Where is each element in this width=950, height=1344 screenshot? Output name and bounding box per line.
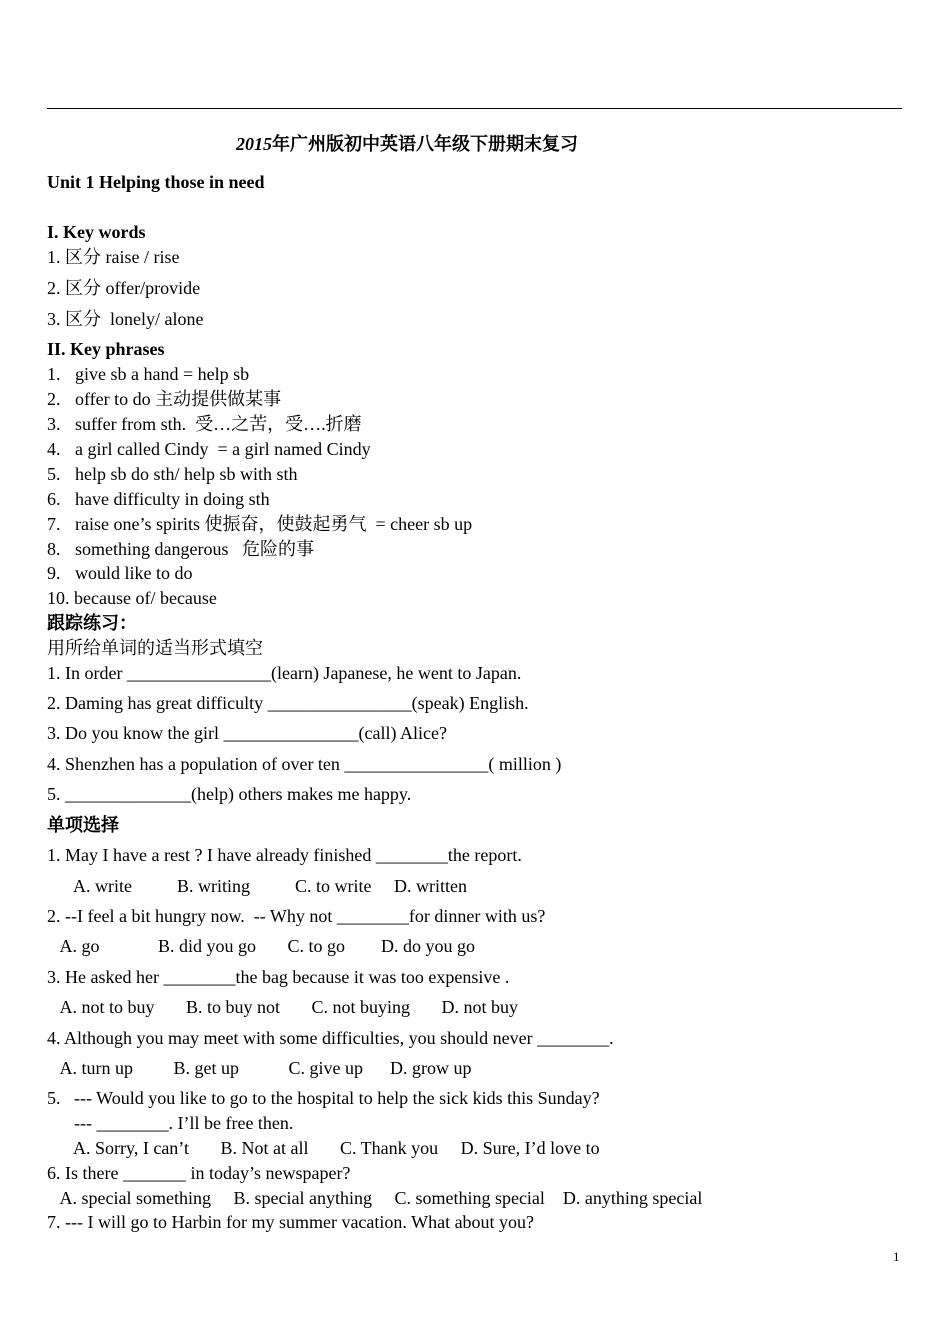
choice-options: A. special something B. special anything C. something special D. anything special [47,1188,703,1208]
phrase-item [47,438,371,460]
choice-question: 5. --- Would you like to go to the hospital to help the sick kids this Sunday? [47,1088,600,1108]
page-number: 1 [893,1249,900,1264]
phrase-item [47,488,270,510]
choice-options: A. Sorry, I can’t B. Not at all C. Thank you D. Sure, I’d love to [47,1138,600,1158]
phrase-number: 3. [47,414,61,434]
key-word-item: 3. 区分 lonely/ alone [47,309,204,329]
fill-blank-question: 1. In order ________________(learn) Japanese, he went to Japan. [47,663,522,683]
unit-title: Unit 1 Helping those in need [47,172,265,192]
choice-options: A. not to buy B. to buy not C. not buying D. not buy [47,997,519,1017]
phrase-number: 5. [47,464,61,484]
header-rule [47,108,902,109]
phrase-text: have difficulty in doing sth [75,489,270,509]
phrase-item [47,513,472,535]
key-word-item: 2. 区分 offer/provide [47,278,201,298]
key-words-heading: I. Key words [47,222,146,242]
phrase-text: a girl called Cindy = a girl named Cindy [75,439,371,459]
title-text: 年广州版初中英语八年级下册期末复习 [272,134,578,154]
phrase-item [47,538,314,560]
phrase-text: offer to do 主动提供做某事 [75,389,282,409]
phrase-number: 2. [47,389,61,409]
choice-heading: 单项选择 [47,815,119,835]
choice-options: A. go B. did you go C. to go D. do you go [47,936,476,956]
phrase-number: 4. [47,439,61,459]
phrase-item [47,363,249,385]
phrase-item: 10. because of/ because [47,588,217,608]
fill-blank-question: 3. Do you know the girl _______________(call) Alice? [47,723,447,743]
phrase-number: 8. [47,539,61,559]
key-word-item: 1. 区分 raise / rise [47,247,180,267]
phrase-number: 9. [47,563,61,583]
practice-heading: 跟踪练习： [47,613,137,633]
choice-question: --- ________. I’ll be free then. [47,1113,294,1133]
choice-question: 3. He asked her ________the bag because it was too expensive . [47,967,510,987]
phrase-item [47,562,193,584]
choice-question: 4. Although you may meet with some difficulties, you should never ________. [47,1028,614,1048]
choice-question: 2. --I feel a bit hungry now. -- Why not ________for dinner with us? [47,906,546,926]
phrase-number: 1. [47,364,61,384]
phrase-text: would like to do [75,563,193,583]
key-phrases-heading: II. Key phrases [47,339,165,359]
choice-options: A. write B. writing C. to write D. written [47,876,467,896]
phrase-item [47,413,362,435]
choice-options: A. turn up B. get up C. give up D. grow up [47,1058,472,1078]
fill-blank-question: 2. Daming has great difficulty ________________(speak) English. [47,693,529,713]
phrase-item [47,463,298,485]
phrase-text: suffer from sth. 受…之苦，受….折磨 [75,414,362,434]
choice-question: 7. --- I will go to Harbin for my summer vacation. What about you? [47,1212,535,1232]
phrase-text: something dangerous 危险的事 [75,539,314,559]
choice-question: 1. May I have a rest ? I have already finished ________the report. [47,845,522,865]
phrase-number: 6. [47,489,61,509]
title-year: 2015 [236,134,272,154]
page-title [236,133,578,155]
choice-question: 6. Is there _______ in today’s newspaper? [47,1163,351,1183]
phrase-text: raise one’s spirits 使振奋，使鼓起勇气 = cheer sb up [75,514,473,534]
fill-blank-question: 5. ______________(help) others makes me happy. [47,784,412,804]
phrase-item [47,388,281,410]
phrase-number: 7. [47,514,61,534]
fill-blank-question: 4. Shenzhen has a population of over ten ________________( million ) [47,754,562,774]
practice-instruction: 用所给单词的适当形式填空 [47,638,263,658]
phrase-text: give sb a hand = help sb [75,364,250,384]
phrase-text: help sb do sth/ help sb with sth [75,464,298,484]
